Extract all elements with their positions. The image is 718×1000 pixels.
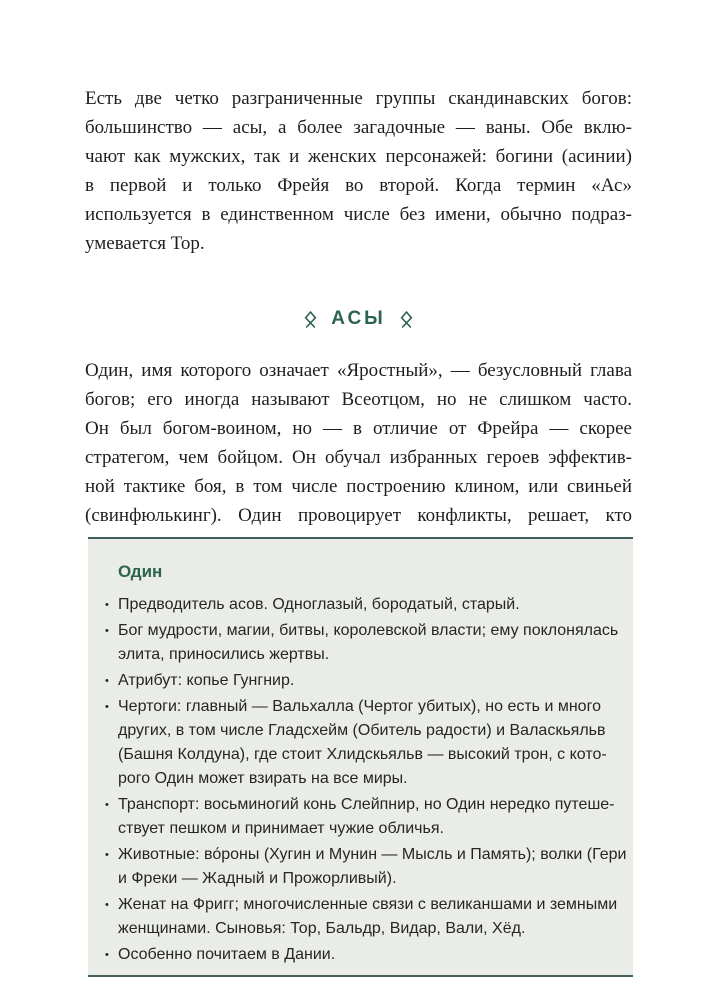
list-item-text [118, 669, 621, 693]
text-line: Предводитель асов. Одноглазый, бородатый, старый. [118, 596, 520, 613]
info-box-title: Один [118, 562, 163, 581]
section-header [85, 303, 632, 335]
bullet-icon: • [105, 599, 109, 611]
list-item-text [118, 793, 621, 841]
list-item-text [118, 619, 621, 667]
text-line: умевается Тор. [85, 233, 205, 254]
list-item [105, 943, 621, 967]
text-line: Женат на Фригг; многочисленные связи с великаншами и земными [118, 896, 618, 913]
list-item-text [118, 695, 621, 791]
text-line: используется в единственном числе без имени, обычно подраз- [85, 204, 632, 225]
bullet-icon: • [105, 701, 109, 713]
text-line: Один, имя которого означает «Яростный», — безусловный глава [85, 360, 632, 381]
text-line: Он был богом-воином, но — в отличие от Фрейра — скорее [85, 418, 632, 439]
text-line: других, в том числе Гладсхейм (Обитель радости) и Валаскьяльв [118, 722, 606, 739]
intro-paragraph [85, 84, 632, 258]
text-line: рого Один может взирать на все миры. [118, 770, 408, 787]
text-line: чают как мужских, так и женских персонажей: богини (асинии) [85, 146, 632, 167]
list-item-text [118, 843, 627, 891]
bullet-icon: • [105, 949, 109, 961]
list-item [105, 893, 621, 941]
bullet-icon: • [105, 849, 109, 861]
list-item-text [118, 893, 621, 941]
othala-rune-icon [399, 310, 414, 329]
list-item [105, 619, 621, 667]
text-line: ной тактике боя, в том числе построению клином, или свиньей [85, 476, 632, 497]
othala-rune-icon [303, 310, 318, 329]
text-line: (Башня Колдуна), где стоит Хлидскьяльв — высокий трон, с кото- [118, 746, 607, 763]
text-line: в первой и только Фрейя во второй. Когда термин «Ас» [85, 175, 632, 196]
text-line: и Фреки — Жадный и Прожорливый). [118, 870, 397, 887]
list-item [105, 669, 621, 693]
text-line: большинство — асы, а более загадочные — ваны. Обе вклю- [85, 117, 632, 138]
list-item-text [118, 593, 621, 617]
text-line: Чертоги: главный — Вальхалла (Чертог убитых), но есть и много [118, 698, 601, 715]
info-box-bullet-list [105, 593, 627, 967]
text-line: Транспорт: восьминогий конь Слейпнир, но Один нередко путеше- [118, 796, 615, 813]
text-line: Есть две четко разграниченные группы скандинавских богов: [85, 88, 632, 109]
text-line: Атрибут: копье Гунгнир. [118, 672, 295, 689]
bullet-icon: • [105, 799, 109, 811]
bullet-icon: • [105, 675, 109, 687]
list-item [105, 593, 621, 617]
text-line: ствует пешком и принимает чужие обличья. [118, 820, 444, 837]
text-line: Бог мудрости, магии, битвы, королевской власти; ему поклонялась [118, 622, 619, 639]
list-item [105, 695, 621, 791]
text-line: женщинами. Сыновья: Тор, Бальдр, Видар, Вали, Хёд. [118, 920, 526, 937]
list-item [105, 843, 627, 891]
bullet-icon: • [105, 625, 109, 637]
section-title: АСЫ [331, 308, 386, 329]
list-item [105, 793, 621, 841]
bullet-icon: • [105, 899, 109, 911]
text-line: стратегом, чем бойцом. Он обучал избранных героев эффектив- [85, 447, 632, 468]
text-line: Животные: во́роны (Хугин и Мунин — Мысль и Память); волки (Гери [118, 846, 627, 863]
text-line: богов; его иногда называют Всеотцом, но не слишком часто. [85, 389, 632, 410]
list-item-text [118, 943, 621, 967]
odin-paragraph [85, 356, 632, 530]
odin-info-box [88, 537, 633, 977]
text-line: Особенно почитаем в Дании. [118, 946, 336, 963]
text-line: (свинфюлькинг). Один провоцирует конфликты, решает, кто [85, 505, 632, 526]
text-line: элита, приносились жертвы. [118, 646, 330, 663]
